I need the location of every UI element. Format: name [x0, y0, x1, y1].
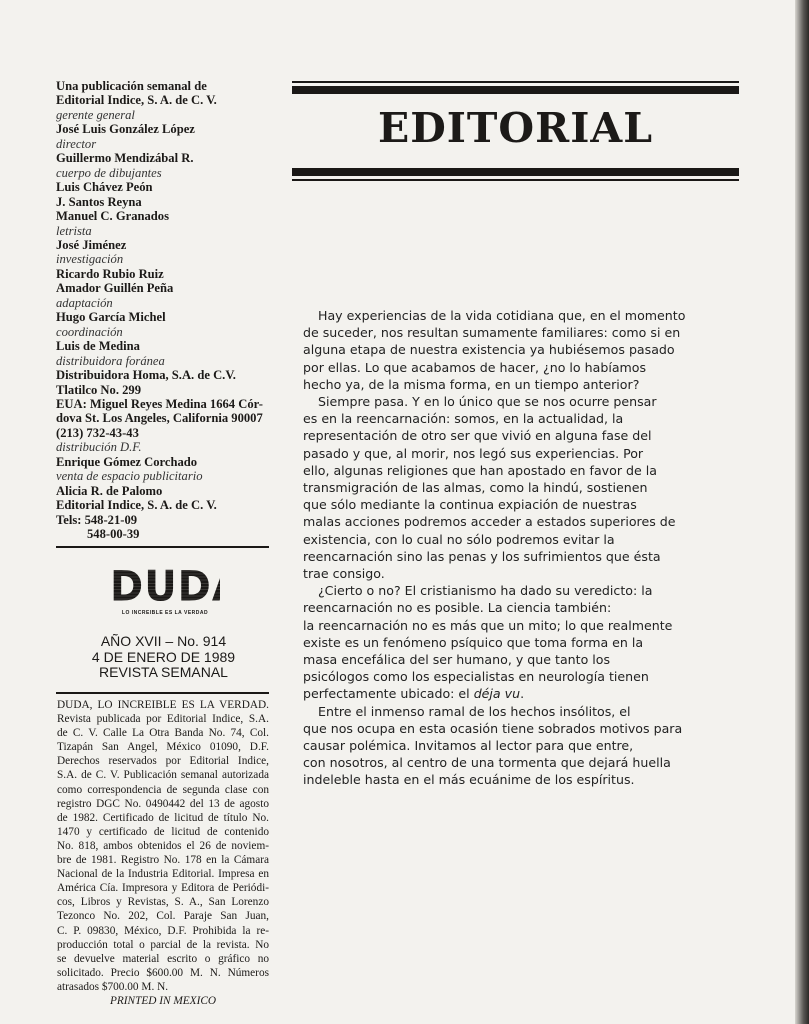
title-rule-top-thin: [292, 81, 739, 83]
body-line: Entre el inmenso ramal de los hechos insólitos, el: [318, 703, 631, 719]
body-line: trae consigo.: [303, 566, 385, 582]
body-line: de suceder, nos resultan sumamente familiares: como si en: [303, 325, 681, 341]
credit-role: gerente general: [56, 107, 135, 122]
legal-line: Revista publicada por Editorial Indice, S.A.: [57, 713, 269, 726]
credit-role: distribución D.F.: [56, 440, 142, 455]
issue-frequency: REVISTA SEMANAL: [99, 664, 228, 680]
legal-line: 1470 y certificado de licitud de contenido: [57, 825, 269, 838]
paragraph: [303, 582, 683, 702]
credit-name: Tlatilco No. 299: [56, 382, 142, 397]
legal-line: bre de 1981. Registro No. 178 en la Cámara: [57, 854, 269, 867]
legal-line: como correspondencia de segunda clase con: [57, 783, 269, 796]
legal-line: se devuelve material escrito o gráfico no: [57, 952, 269, 965]
page-title: EDITORIAL: [377, 104, 654, 152]
issue-number: AÑO XVII – No. 914: [100, 633, 227, 649]
legal-line: Tizapán San Angel, México 01090, D.F.: [57, 741, 269, 754]
credit-name: (213) 732-43-43: [56, 425, 139, 440]
body-line: indeleble hasta en el más ecuánime de los espíritus.: [303, 772, 635, 788]
body-line: pasado y que, al morir, nos legó sus experiencias. Por: [303, 445, 644, 461]
masthead-credits: [56, 79, 271, 542]
credit-name: dova St. Los Angeles, California 90007: [56, 411, 263, 426]
credit-name: Distribuidora Homa, S.A. de C.V.: [56, 368, 236, 383]
legal-line: No. 818, ambos obtenidos el 26 de noviem-: [57, 839, 269, 852]
credit-name: José Jiménez: [56, 237, 127, 252]
legal-notice: [57, 698, 269, 1008]
credit-role: investigación: [56, 252, 124, 267]
credit-name: Guillermo Mendizábal R.: [56, 151, 194, 166]
credit-name: Luis Chávez Peón: [56, 180, 153, 195]
body-line: representación de otro ser que vivió en alguna fase del: [303, 428, 652, 444]
body-line: psicólogos como los especialistas en neurología tienen: [303, 669, 649, 685]
credit-role: cuerpo de dibujantes: [56, 165, 162, 180]
divider: [56, 546, 269, 548]
credit-role: adaptación: [56, 295, 113, 310]
legal-line: América Cía. Impresora y Editora de Periódi-: [57, 882, 269, 895]
body-line: malas acciones podremos acceder a estados superiores de: [303, 514, 676, 530]
title-rule-top: [292, 86, 739, 94]
paragraph: [303, 703, 683, 789]
logo-word: DUDA: [110, 562, 244, 612]
editorial-body: [303, 307, 686, 789]
credit-name: EUA: Miguel Reyes Medina 1664 Cór-: [56, 396, 263, 411]
body-line: que sólo mediante la continua expiación de nuestras: [303, 497, 637, 513]
legal-line: Tezonco No. 202, Col. Paraje San Juan,: [57, 910, 269, 923]
title-rule-bottom-thin: [292, 179, 739, 181]
legal-line: DUDA, LO INCREIBLE ES LA VERDAD.: [57, 699, 269, 711]
credit-role: coordinación: [56, 324, 123, 339]
body-line: hecho ya, de la misma forma, en un tiempo anterior?: [303, 376, 640, 392]
credit-role: director: [56, 136, 97, 151]
legal-line: Nacional de la Industria Editorial. Impresa en: [57, 868, 269, 881]
page-edge-shadow: [795, 0, 809, 1024]
credit-name: Ricardo Rubio Ruiz: [56, 266, 164, 281]
body-line: existencia, con lo cual no sólo podremos evitar la: [303, 531, 615, 547]
credit-name: Manuel C. Granados: [56, 209, 170, 224]
body-line: masa encefálica del ser humano, y que tanto los: [303, 652, 611, 668]
text: .: [520, 686, 525, 702]
paragraph: [303, 307, 686, 393]
divider: [56, 692, 269, 694]
legal-line: atrasados $700.00 M. N.: [57, 980, 169, 993]
body-line: por ellas. Lo que acabamos de hacer, ¿no lo habíamos: [303, 359, 647, 375]
paragraph: [303, 393, 683, 582]
legal-line: de 1982. Certificado de licitud de título No.: [57, 811, 269, 824]
italic-term: déja vu: [473, 686, 521, 702]
legal-line: cos, Libros y Revistas, S. A., San Lorenzo: [57, 896, 269, 909]
credit-name: Hugo García Michel: [56, 310, 166, 325]
body-line: con nosotros, al centro de una tormenta que dejará huella: [303, 755, 671, 771]
body-line: Siempre pasa. Y en lo único que se nos ocurre pensar: [318, 394, 657, 410]
body-line: transmigración de las almas, como la hindú, sostienen: [303, 480, 648, 496]
legal-line: C. P. 09830, México, D.F. Prohibida la re-: [57, 924, 269, 937]
credit-role: distribuidora foránea: [56, 353, 165, 368]
legal-line: de C. V. Calle La Otra Banda No. 74, Col.: [57, 727, 269, 740]
credit-name: Editorial Indice, S. A. de C. V.: [56, 498, 217, 513]
legal-line: registro DGC No. 0490442 del 13 de agosto: [57, 797, 269, 810]
body-line: [303, 685, 683, 702]
issue-info: [56, 634, 271, 681]
body-line: que nos ocupa en esta ocasión tiene sobrados motivos para: [303, 720, 683, 736]
credit-name: Editorial Indice, S. A. de C. V.: [56, 93, 217, 108]
credit-name: 548-00-39: [87, 527, 140, 542]
body-line: reencarnación sino las penas y los sufrimientos que ésta: [303, 548, 661, 564]
credit-name: Alicia R. de Palomo: [56, 483, 163, 498]
credit-name: Luis de Medina: [56, 339, 140, 354]
issue-date: 4 DE ENERO DE 1989: [91, 648, 236, 665]
logo-tagline: LO INCREIBLE ES LA VERDAD: [121, 610, 209, 616]
credit-role: venta de espacio publicitario: [56, 469, 203, 484]
body-line: alguna etapa de nuestra existencia ya hubiésemos pasado: [303, 342, 675, 358]
body-line: ¿Cierto o no? El cristianismo ha dado su veredicto: la: [318, 583, 653, 599]
credit-role: letrista: [56, 223, 92, 238]
text: perfectamente ubicado: el: [303, 686, 474, 702]
title-rule-bottom: [292, 168, 739, 176]
body-line: la reencarnación no es más que un mito; lo que realmente: [303, 617, 673, 633]
body-line: ello, algunas religiones que han apostado en favor de la: [303, 462, 657, 478]
duda-logo: [110, 562, 244, 616]
body-line: Hay experiencias de la vida cotidiana que, en el momento: [318, 308, 686, 323]
credit-name: Tels: 548-21-09: [56, 512, 138, 527]
body-line: es en la reencarnación: somos, en la actualidad, la: [303, 411, 624, 427]
credit-name: J. Santos Reyna: [56, 194, 142, 209]
credit-name: Una publicación semanal de: [56, 79, 207, 93]
legal-line: Derechos reservados por Editorial Indice,: [57, 755, 269, 768]
credit-name: Amador Guillén Peña: [56, 281, 174, 296]
body-line: reencarnación no es posible. La ciencia también:: [303, 600, 612, 616]
legal-line: producción total o parcial de la revista. No: [57, 938, 269, 951]
credit-name: Enrique Gómez Corchado: [56, 454, 198, 469]
body-line: causar polémica. Invitamos al lector para que entre,: [303, 738, 634, 754]
printed-in-mexico: PRINTED IN MEXICO: [109, 994, 217, 1007]
legal-line: solicitado. Precio $600.00 M. N. Números: [57, 966, 269, 979]
legal-line: S.A. de C. V. Publicación semanal autorizada: [57, 769, 269, 782]
credit-name: José Luis González López: [56, 122, 195, 137]
body-line: existe es un fenómeno psíquico que toma forma en la: [303, 634, 644, 650]
